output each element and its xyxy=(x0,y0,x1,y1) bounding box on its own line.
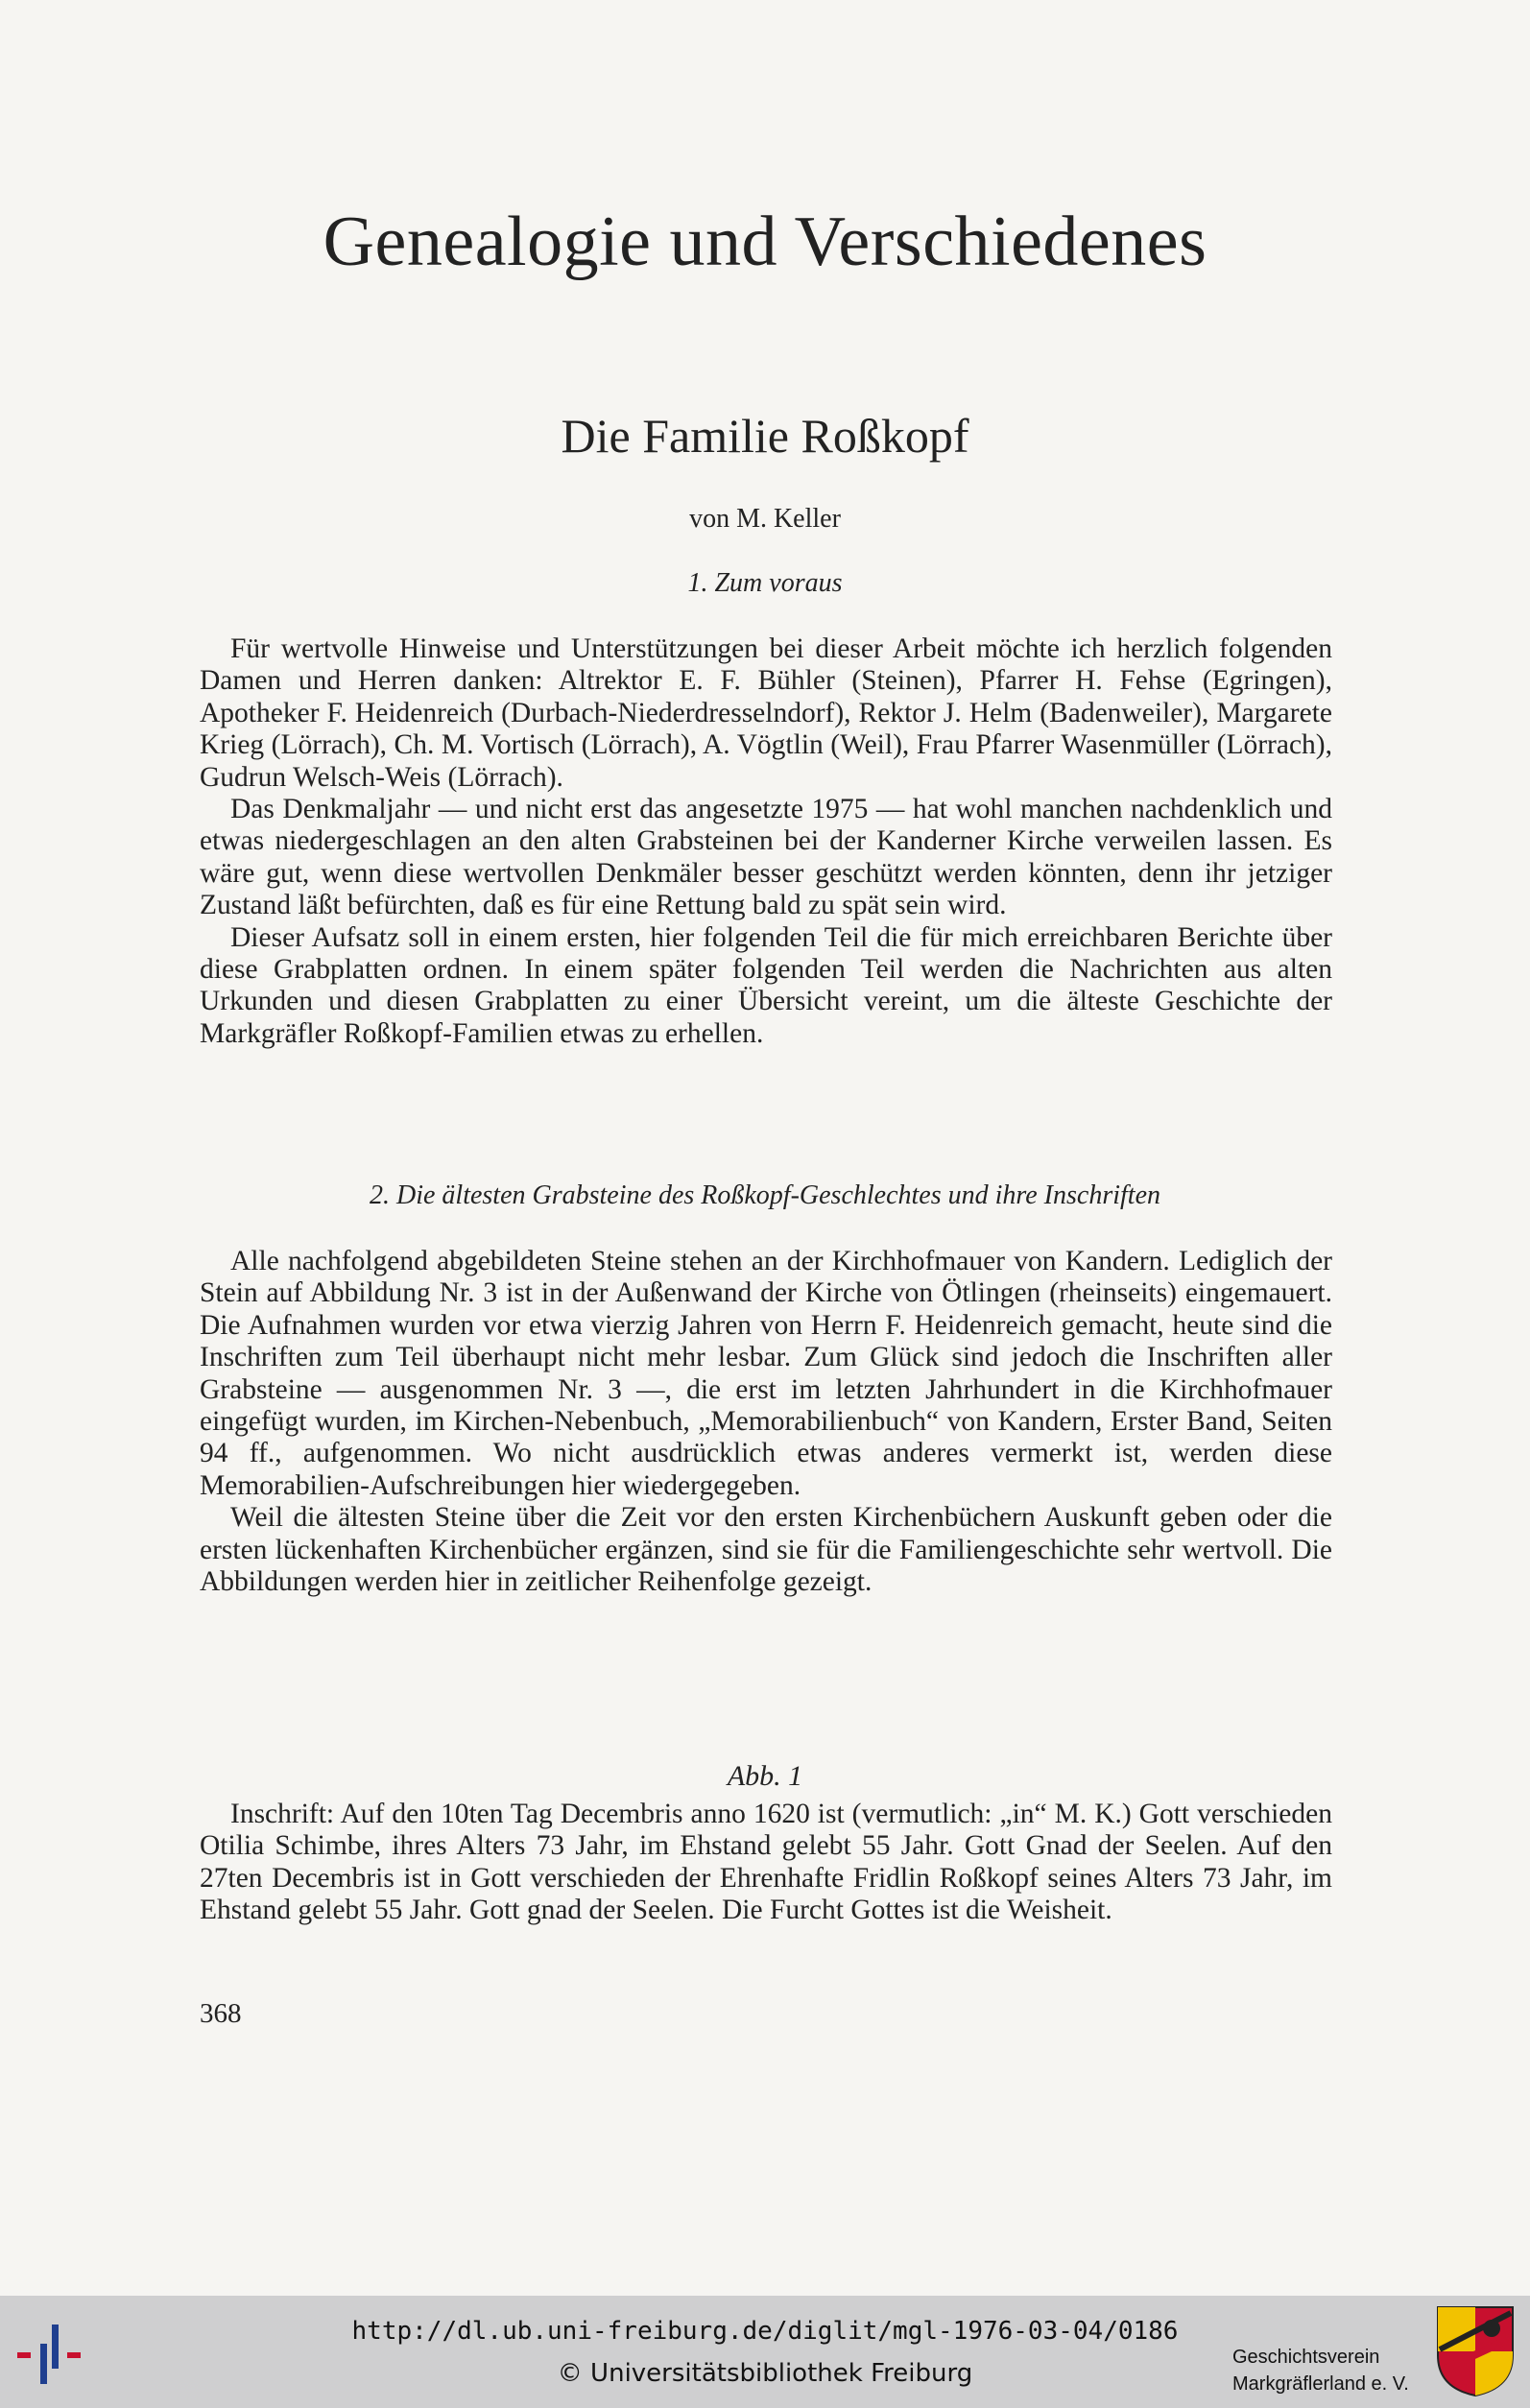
society-name xyxy=(1232,2344,1409,2397)
society-name-line2: Markgräflerland e. V. xyxy=(1232,2373,1409,2395)
footer-url-link[interactable]: http://dl.ub.uni-freiburg.de/diglit/mgl-1976-03-04/0186 xyxy=(351,2317,1179,2346)
section-heading-1: 1. Zum voraus xyxy=(687,568,843,598)
section-heading-2: 2. Die ältesten Grabsteine des Roßkopf-Geschlechtes und ihre Inschriften xyxy=(370,1180,1160,1210)
paragraph: Weil die ältesten Steine über die Zeit vor den ersten Kirchenbüchern Auskunft geben oder die ersten lückenhaften Kirchenbücher ergänzen, sind sie für die Familiengeschichte sehr wertvoll. Die Abbildungen werden hier in zeitlicher Reihenfolge gezeigt. xyxy=(200,1502,1332,1598)
figure-heading: Abb. 1 xyxy=(727,1760,803,1792)
page-number: 368 xyxy=(200,1998,242,2029)
section-1-body xyxy=(200,633,1332,1050)
section-2-body xyxy=(200,1246,1332,1598)
chapter-title: Genealogie und Verschiedenes xyxy=(323,202,1207,281)
paragraph: Alle nachfolgend abgebildeten Steine stehen an der Kirchhofmauer von Kandern. Lediglich der Stein auf Abbildung Nr. 3 ist in der Außenwand der Kirche von Ötlingen (rheinseits) eingemauert. Die Aufnahmen wurden vor etwa vierzig Jahren von Herrn F. Heidenreich gemacht, heute sind die Inschriften zum Teil überhaupt nicht mehr lesbar. Zum Glück sind jedoch die Inschriften aller Grabsteine — ausgenommen Nr. 3 —, die erst im letzten Jahrhundert in die Kirchhofmauer eingefügt wurden, im Kirchen-Nebenbuch, „Memorabilienbuch“ von Kandern, Erster Band, Seiten 94 ff., aufgenommen. Wo nicht ausdrücklich etwas anderes vermerkt ist, werden diese Memorabilien-Aufschreibungen hier wiedergegeben. xyxy=(200,1246,1332,1501)
footer-copyright: © Universitätsbibliothek Freiburg xyxy=(557,2359,973,2388)
society-name-line1: Geschichtsverein xyxy=(1232,2347,1380,2368)
article-title: Die Familie Roßkopf xyxy=(561,409,969,463)
author-line: von M. Keller xyxy=(689,504,841,534)
footer-bar xyxy=(0,2296,1530,2408)
paragraph: Inschrift: Auf den 10ten Tag Decembris anno 1620 ist (vermutlich: „in“ M. K.) Gott verschieden Otilia Schimbe, ihres Alters 73 Jahr, im Ehstand gelebt 55 Jahr. Gott Gnad der Seelen. Auf den 27ten Decembris ist in Gott verschieden der Ehrenhafte Fridlin Roßkopf seines Alters 73 Jahr, im Ehstand gelebt 55 Jahr. Gott gnad der Seelen. Die Furcht Gottes ist die Weisheit. xyxy=(200,1799,1332,1926)
paragraph: Das Denkmaljahr — und nicht erst das angesetzte 1975 — hat wohl manchen nachdenklich und etwas niedergeschlagen an den alten Grabsteinen bei der Kanderner Kirche verweilen lassen. Es wäre gut, wenn diese wertvollen Denkmäler besser geschützt werden könnten, denn ihr jetziger Zustand läßt befürchten, daß es für eine Rettung bald zu spät sein wird. xyxy=(200,794,1332,921)
society-crest-icon xyxy=(1436,2305,1515,2397)
figure-1-inscription xyxy=(200,1799,1332,1927)
paragraph: Dieser Aufsatz soll in einem ersten, hier folgenden Teil die für mich erreichbaren Berichte über diese Grabplatten ordnen. In einem später folgenden Teil werden die Nachrichten aus alten Urkunden und diesen Grabplatten zu einer Übersicht vereint, um die älteste Geschichte der Markgräfler Roßkopf-Familien etwas zu erhellen. xyxy=(200,921,1332,1049)
paragraph: Für wertvolle Hinweise und Unterstützungen bei dieser Arbeit möchte ich herzlich folgenden Damen und Herren danken: Altrektor E. F. Bühler (Steinen), Pfarrer H. Fehse (Egringen), Apotheker F. Heidenreich (Durbach-Niederdresselndorf), Rektor J. Helm (Badenweiler), Margarete Krieg (Lörrach), Ch. M. Vortisch (Lörrach), A. Vögtlin (Weil), Frau Pfarrer Wasenmüller (Lörrach), Gudrun Welsch-Weis (Lörrach). xyxy=(200,633,1332,793)
